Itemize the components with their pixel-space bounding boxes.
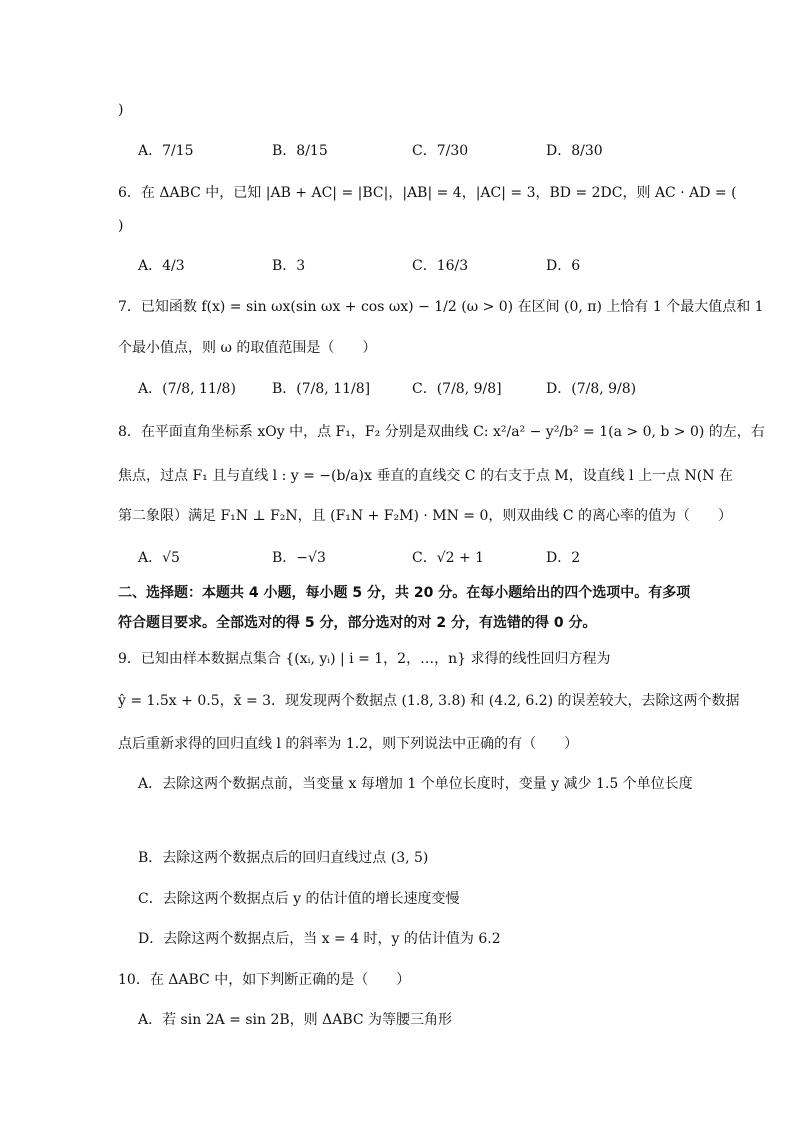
q7-option-b: B．(7/8, 11/8] [272,381,371,397]
question-8-stem-2: 焦点，过点 F₁ 且与直线 l : y = −(b/a)x 垂直的直线交 C 的右支于点 M，设直线 l 上一点 N(N 在 [118,468,733,484]
q7-option-d: D．(7/8, 9/8) [546,381,637,397]
q8-option-b: B．−√3 [272,550,326,566]
q6-option-a: A．4/3 [138,258,185,274]
q8-option-c: C．√2 + 1 [412,550,485,566]
q8-option-a: A．√5 [138,550,180,566]
q6-option-c: C．16/3 [412,258,469,274]
question-9-stem-2: ŷ = 1.5x + 0.5，x̄ = 3．现发现两个数据点 (1.8, 3.8) 和 (4.2, 6.2) 的误差较大，去除这两个数据 [118,693,740,709]
question-8-stem: 8．在平面直角坐标系 xOy 中，点 F₁，F₂ 分别是双曲线 C: x²/a² − y²/b² = 1(a > 0, b > 0) 的左，右 [118,424,765,440]
q9-option-a: A．去除这两个数据点前，当变量 x 每增加 1 个单位长度时，变量 y 减少 1.5 个单位长度 [138,776,693,792]
q6-option-b: B．3 [272,258,306,274]
q8-option-d: D．2 [546,550,581,566]
q6-option-d: D．6 [546,258,581,274]
q9-option-b: B．去除这两个数据点后的回归直线过点 (3, 5) [138,850,429,866]
question-6-stem: 6．在 ΔABC 中，已知 |AB + AC| = |BC|，|AB| = 4，|AC| = 3，BD = 2DC，则 AC · AD = ( [118,185,737,201]
question-10-stem: 10．在 ΔABC 中，如下判断正确的是（ ） [118,972,411,988]
q7-option-c: C．(7/8, 9/8] [412,381,502,397]
question-9-stem-3: 点后重新求得的回归直线 l 的斜率为 1.2，则下列说法中正确的有（ ） [118,736,579,752]
q10-option-a: A．若 sin 2A = sin 2B，则 ΔABC 为等腰三角形 [138,1012,453,1028]
q5-option-b: B．8/15 [272,143,328,159]
q5-option-d: D．8/30 [546,143,603,159]
section-heading-2: 符合题目要求。全部选对的得 5 分，部分选对的对 2 分，有选错的得 0 分。 [118,615,597,631]
question-6-stem-end: ) [118,218,124,234]
q9-option-d: D．去除这两个数据点后，当 x = 4 时，y 的估计值为 6.2 [138,931,501,947]
section-heading: 二、选择题：本题共 4 小题，每小题 5 分，共 20 分。在每小题给出的四个选项中。有多项 [118,585,691,601]
q7-option-a: A．(7/8, 11/8) [138,381,236,397]
q5-option-a: A．7/15 [138,143,194,159]
q5-option-c: C．7/30 [412,143,469,159]
q9-option-c: C．去除这两个数据点后 y 的估计值的增长速度变慢 [138,891,460,907]
question-9-stem: 9．已知由样本数据点集合 {(xᵢ, yᵢ) | i = 1，2，…，n} 求得的线性回归方程为 [118,651,611,667]
question-7-stem-2: 个最小值点，则 ω 的取值范围是（ ） [118,340,377,356]
question-5-stem-end: ) [118,102,124,118]
question-8-stem-3: 第二象限）满足 F₁N ⊥ F₂N，且 (F₁N + F₂M) · MN = 0，则双曲线 C 的离心率的值为（ ） [118,508,732,524]
question-7-stem: 7．已知函数 f(x) = sin ωx(sin ωx + cos ωx) − 1/2 (ω > 0) 在区间 (0, π) 上恰有 1 个最大值点和 1 [118,299,764,315]
